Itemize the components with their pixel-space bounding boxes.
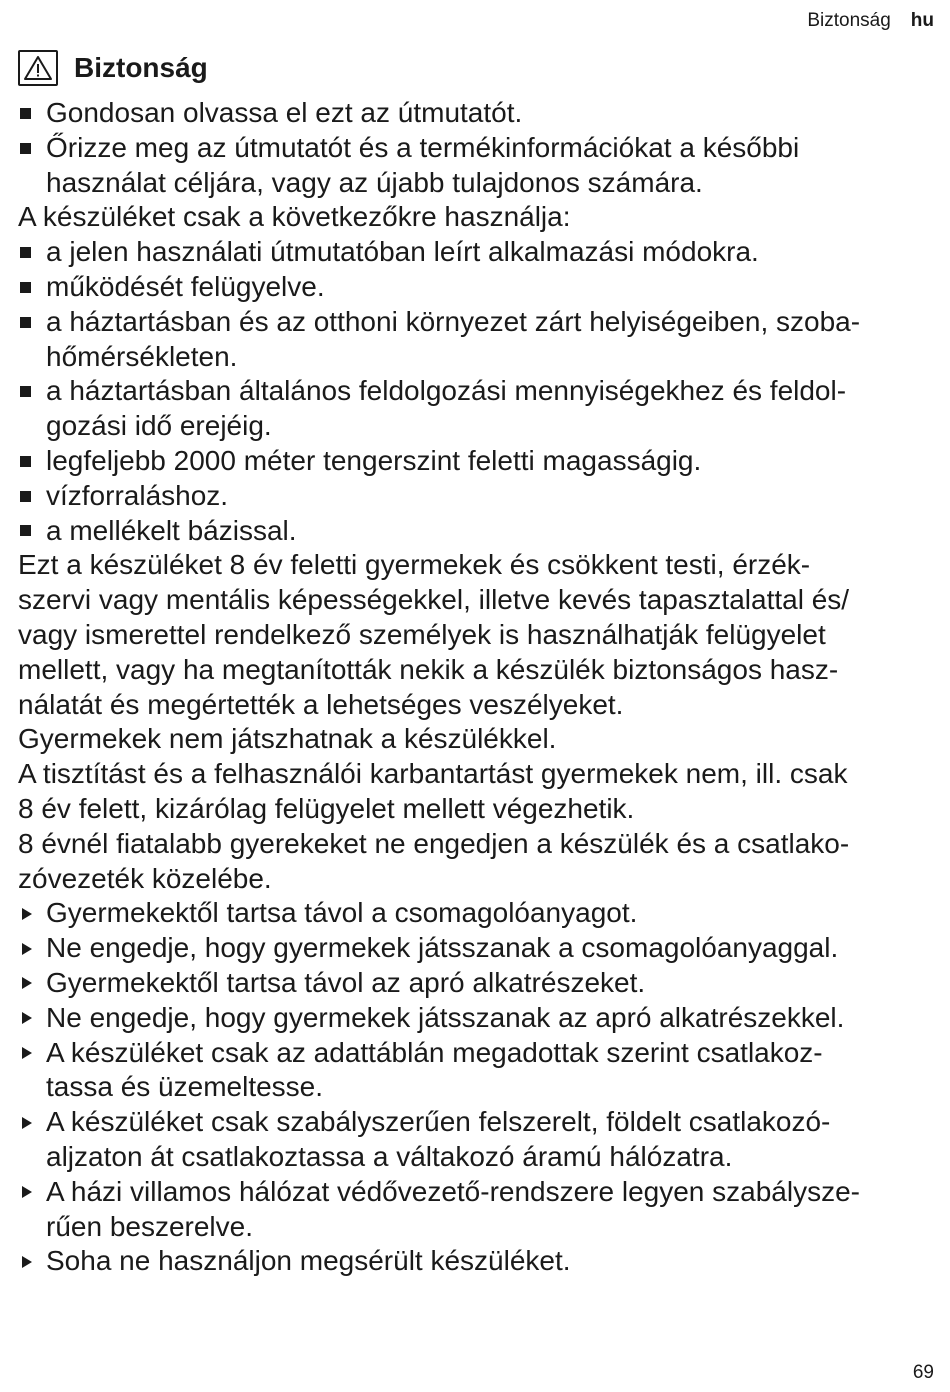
- line-text: A készüléket csak a következőkre használja:: [18, 201, 571, 233]
- paragraph-line: [18, 200, 936, 235]
- running-header-language: hu: [910, 10, 934, 31]
- line-text: A készüléket csak az adattáblán megadottak szerint csatlakoz-: [46, 1036, 823, 1068]
- list-item-line: [18, 896, 936, 931]
- list-item-line: [18, 96, 936, 131]
- list-item-line: [18, 409, 936, 444]
- line-text: A tisztítást és a felhasználói karbantartást gyermekek nem, ill. csak: [18, 758, 848, 790]
- paragraph-line: [18, 583, 936, 618]
- line-text: aljzaton át csatlakoztassa a váltakozó áramú hálózatra.: [46, 1140, 733, 1172]
- safety-text-body: [18, 96, 936, 1279]
- paragraph-line: [18, 688, 936, 723]
- list-item-line: [18, 1036, 936, 1071]
- page-number: 69: [912, 1362, 934, 1383]
- running-header-section: Biztonság: [807, 10, 891, 31]
- list-item-line: [18, 444, 936, 479]
- paragraph-line: [18, 618, 936, 653]
- triangle-bullet-icon: [18, 1105, 46, 1140]
- triangle-bullet-icon: [18, 966, 46, 1001]
- triangle-bullet-icon: [18, 1036, 46, 1071]
- line-text: 8 évnél fiatalabb gyerekeket ne engedjen a készülék és a csatlako-: [18, 827, 850, 859]
- paragraph-line: [18, 792, 936, 827]
- line-text: A házi villamos hálózat védővezető-rendszere legyen szabálysze-: [46, 1175, 860, 1207]
- list-item-line: [18, 1244, 936, 1279]
- list-item-line: [18, 374, 936, 409]
- section-heading: [18, 50, 208, 86]
- line-text: hőmérsékleten.: [46, 340, 238, 372]
- line-text: 8 év felett, kizárólag felügyelet mellett végezhetik.: [18, 792, 635, 824]
- list-item-line: [18, 479, 936, 514]
- square-bullet-icon: [18, 235, 46, 270]
- triangle-bullet-icon: [18, 896, 46, 931]
- square-bullet-icon: [18, 131, 46, 166]
- warning-triangle-icon: [18, 50, 58, 86]
- list-item-line: [18, 966, 936, 1001]
- line-text: tassa és üzemeltesse.: [46, 1071, 324, 1103]
- line-text: Gyermekektől tartsa távol az apró alkatrészeket.: [46, 966, 646, 998]
- square-bullet-icon: [18, 514, 46, 549]
- line-text: Ne engedje, hogy gyermekek játsszanak az apró alkatrészekkel.: [46, 1001, 845, 1033]
- square-bullet-icon: [18, 305, 46, 340]
- running-header: [807, 10, 934, 32]
- line-text: Ne engedje, hogy gyermekek játsszanak a csomagolóanyaggal.: [46, 932, 839, 964]
- line-text: használat céljára, vagy az újabb tulajdonos számára.: [46, 166, 703, 198]
- square-bullet-icon: [18, 96, 46, 131]
- section-title: Biztonság: [74, 52, 208, 83]
- line-text: mellett, vagy ha megtanították nekik a készülék biztonságos hasz-: [18, 653, 839, 685]
- list-item-line: [18, 305, 936, 340]
- paragraph-line: [18, 548, 936, 583]
- square-bullet-icon: [18, 444, 46, 479]
- paragraph-line: [18, 827, 936, 862]
- line-text: a háztartásban általános feldolgozási mennyiségekhez és feldol-: [46, 375, 847, 407]
- line-text: a háztartásban és az otthoni környezet zárt helyiségeiben, szoba-: [46, 305, 861, 337]
- line-text: szervi vagy mentális képességekkel, illetve kevés tapasztalattal és/: [18, 584, 850, 616]
- square-bullet-icon: [18, 374, 46, 409]
- list-item-line: [18, 131, 936, 166]
- list-item-line: [18, 1105, 936, 1140]
- list-item-line: [18, 1140, 936, 1175]
- line-text: rűen beszerelve.: [46, 1210, 254, 1242]
- line-text: Gyermekektől tartsa távol a csomagolóanyagot.: [46, 897, 638, 929]
- paragraph-line: [18, 757, 936, 792]
- line-text: vagy ismerettel rendelkező személyek is használhatják felügyelet: [18, 618, 826, 650]
- line-text: legfeljebb 2000 méter tengerszint feletti magasságig.: [46, 444, 702, 476]
- list-item-line: [18, 1175, 936, 1210]
- line-text: működését felügyelve.: [46, 270, 325, 302]
- line-text: A készüléket csak szabályszerűen felszerelt, földelt csatlakozó-: [46, 1106, 831, 1138]
- line-text: a mellékelt bázissal.: [46, 514, 297, 546]
- square-bullet-icon: [18, 270, 46, 305]
- list-item-line: [18, 514, 936, 549]
- paragraph-line: [18, 722, 936, 757]
- line-text: Gondosan olvassa el ezt az útmutatót.: [46, 97, 523, 128]
- line-text: Őrizze meg az útmutatót és a termékinformációkat a későbbi: [46, 131, 800, 163]
- square-bullet-icon: [18, 479, 46, 514]
- list-item-line: [18, 1001, 936, 1036]
- line-text: Ezt a készüléket 8 év feletti gyermekek és csökkent testi, érzék-: [18, 549, 811, 581]
- line-text: zóvezeték közelébe.: [18, 862, 272, 894]
- line-text: Gyermekek nem játszhatnak a készülékkel.: [18, 723, 557, 755]
- paragraph-line: [18, 862, 936, 897]
- list-item-line: [18, 340, 936, 375]
- line-text: vízforraláshoz.: [46, 479, 229, 511]
- paragraph-line: [18, 653, 936, 688]
- list-item-line: [18, 1210, 936, 1245]
- list-item-line: [18, 235, 936, 270]
- triangle-bullet-icon: [18, 1244, 46, 1279]
- line-text: gozási idő erejéig.: [46, 410, 272, 442]
- triangle-bullet-icon: [18, 931, 46, 966]
- list-item-line: [18, 270, 936, 305]
- triangle-bullet-icon: [18, 1001, 46, 1036]
- line-text: a jelen használati útmutatóban leírt alkalmazási módokra.: [46, 236, 759, 268]
- list-item-line: [18, 1070, 936, 1105]
- line-text: nálatát és megértették a lehetséges veszélyeket.: [18, 688, 624, 720]
- triangle-bullet-icon: [18, 1175, 46, 1210]
- list-item-line: [18, 166, 936, 201]
- list-item-line: [18, 931, 936, 966]
- line-text: Soha ne használjon megsérült készüléket.: [46, 1245, 571, 1277]
